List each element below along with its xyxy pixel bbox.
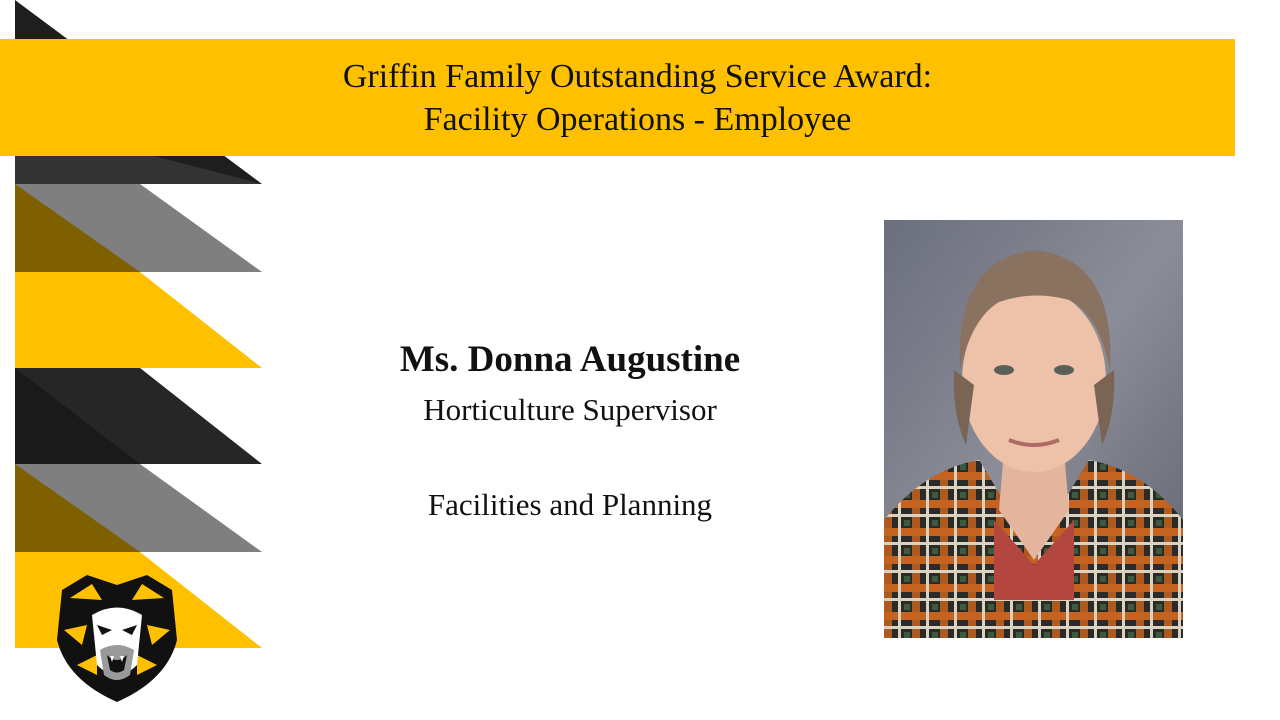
honoree-department: Facilities and Planning — [427, 487, 713, 522]
stripe-gold-1 — [15, 272, 262, 368]
honoree-title: Horticulture Supervisor — [423, 392, 717, 427]
portrait-photo — [884, 220, 1183, 638]
award-title-line-2: Facility Operations - Employee — [423, 100, 852, 138]
honoree-info — [300, 330, 840, 525]
honoree-name: Ms. Donna Augustine — [399, 339, 741, 380]
award-title-line-1: Griffin Family Outstanding Service Award: — [342, 57, 933, 95]
award-title-banner — [0, 39, 1235, 156]
tiger-mascot-logo — [52, 570, 182, 705]
